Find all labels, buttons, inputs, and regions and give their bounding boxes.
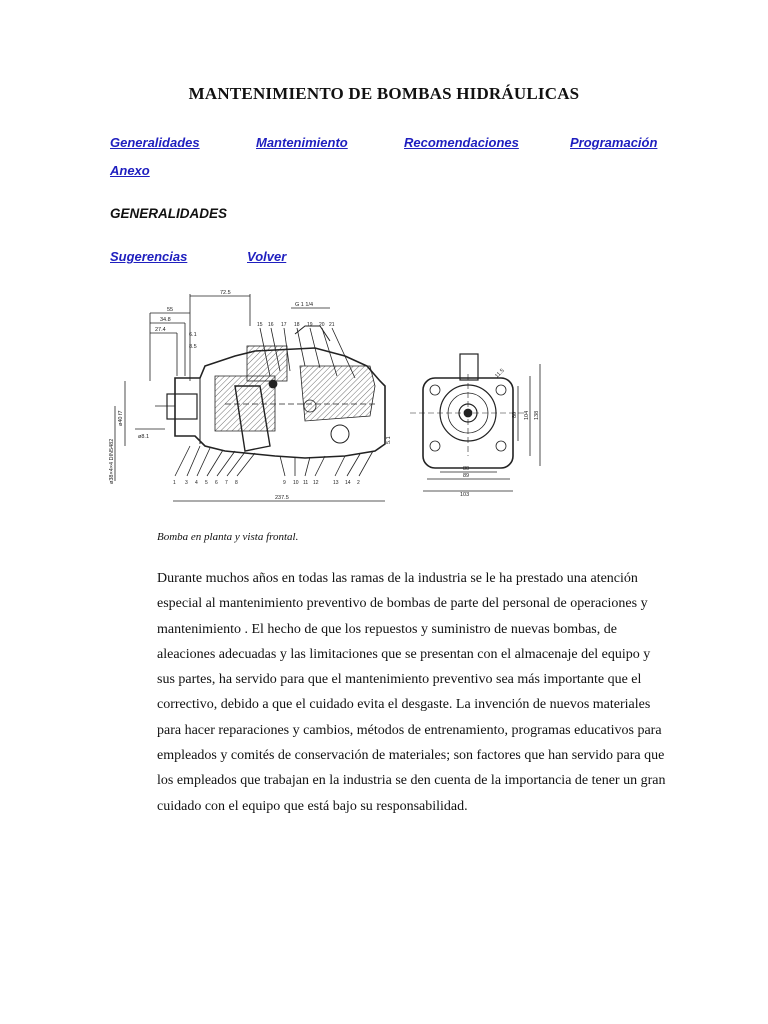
dim-34-8: 34.8: [160, 317, 171, 323]
dim-h104: 104: [524, 410, 530, 420]
dim-w89: 89: [463, 473, 470, 479]
dim-6-1: 6.1: [189, 332, 197, 338]
nav-link-anexo[interactable]: Anexo: [110, 163, 150, 178]
body-paragraph: Durante muchos años en todas las ramas de la industria se le ha prestado una atención especial al mantenimiento preventivo de bombas de parte del personal de operaciones y mantenimiento . El hecho de que los repuestos y suministro de nuevas bombas, de aleaciones adecuadas y las limitaciones que se presentan con el almacenaje del equipo y sus partes, ha servido para que el mantenimiento preventivo sea más importante que el correctivo, debido a que el cuidado evita el desgaste. La invención de nuevos materiales para hacer reparaciones y cambios, métodos de entrenamiento, programas educativos para empleados y comités de conservación de materiales; son factores que han servido para que los empleados que trabajan en la industria se den cuenta de la importancia de tener un gran cuidado con el equipo que está bajo su responsabilidad.: [157, 571, 666, 814]
svg-text:8: 8: [235, 480, 238, 486]
nav-link-recomendaciones[interactable]: Recomendaciones: [404, 135, 519, 150]
svg-text:11: 11: [303, 480, 309, 486]
svg-text:12: 12: [313, 480, 319, 486]
link-volver[interactable]: Volver: [247, 249, 287, 264]
svg-text:4: 4: [195, 480, 198, 486]
pump-front-view: [410, 354, 540, 491]
dim-5-1: 5.1: [386, 436, 392, 444]
svg-text:15: 15: [257, 322, 263, 328]
svg-text:6: 6: [215, 480, 218, 486]
dim-h138: 138: [534, 410, 540, 420]
svg-text:14: 14: [345, 480, 351, 486]
dim-shaft: ø40 f7: [118, 410, 124, 426]
svg-text:19: 19: [307, 322, 313, 328]
svg-text:10: 10: [293, 480, 299, 486]
dim-thread: G 1 1/4: [295, 302, 314, 308]
svg-text:20: 20: [319, 322, 325, 328]
nav-link-mantenimiento[interactable]: Mantenimiento: [256, 135, 348, 150]
page-title: MANTENIMIENTO DE BOMBAS HIDRÁULICAS: [188, 84, 580, 103]
svg-text:9: 9: [283, 480, 286, 486]
dim-27-4: 27.4: [155, 327, 166, 333]
svg-text:17: 17: [281, 322, 287, 328]
pump-drawing: [105, 286, 560, 508]
dim-key: ø8.1: [138, 434, 150, 440]
nav-link-generalidades[interactable]: Generalidades: [110, 135, 200, 150]
svg-text:3: 3: [185, 480, 188, 486]
svg-text:1: 1: [173, 480, 176, 486]
svg-text:2: 2: [357, 480, 360, 486]
section-heading: GENERALIDADES: [110, 206, 228, 221]
dim-corner: 11.5: [494, 367, 506, 380]
dim-spline: ø38×4×4 DIN5482: [109, 438, 115, 484]
dim-237-5: 237.5: [275, 495, 289, 501]
svg-text:13: 13: [333, 480, 339, 486]
svg-text:21: 21: [329, 322, 335, 328]
figure-caption: Bomba en planta y vista frontal.: [157, 531, 299, 543]
dim-72-5: 72.5: [220, 290, 231, 296]
svg-text:7: 7: [225, 480, 228, 486]
svg-text:5: 5: [205, 480, 208, 486]
dim-w103: 103: [460, 492, 470, 498]
svg-text:18: 18: [294, 322, 300, 328]
dim-w80: 80: [463, 466, 470, 472]
dim-h80: 80: [512, 411, 518, 418]
dim-8-5: 8.5: [189, 344, 197, 350]
dim-55: 55: [167, 307, 174, 313]
nav-link-programacion[interactable]: Programación: [570, 135, 658, 150]
svg-text:16: 16: [268, 322, 274, 328]
link-sugerencias[interactable]: Sugerencias: [110, 249, 188, 264]
